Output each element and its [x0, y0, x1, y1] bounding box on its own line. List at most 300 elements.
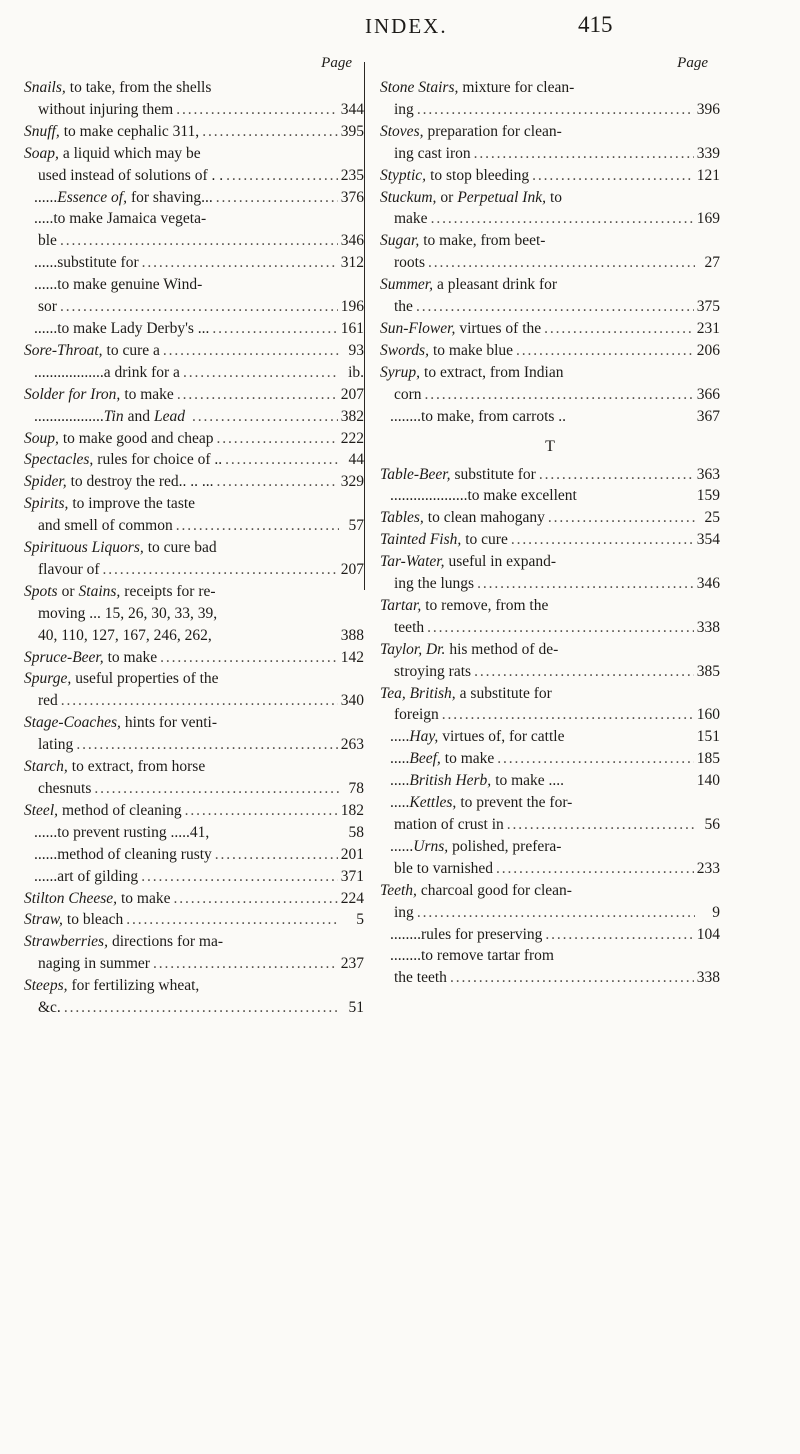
entry-text: for fertilizing wheat, [71, 977, 200, 995]
entry-text: to make, from carrots .. [421, 407, 567, 425]
entry-line [24, 997, 364, 1019]
entry-heading: Perpetual Ink, [457, 188, 546, 206]
page-reference: 312 [340, 254, 364, 272]
entry-text: to make genuine Wind- [57, 276, 203, 294]
entry-text: virtues of, for cattle [442, 728, 565, 746]
page-reference: 382 [340, 407, 364, 425]
entry-line [380, 384, 720, 406]
entry-text: lating [38, 736, 74, 754]
entry-heading: Sugar, [380, 232, 420, 250]
entry-heading: Spirits, [24, 495, 69, 513]
index-entry [24, 844, 364, 866]
leader-dots [216, 187, 338, 209]
repeat-dots: ...... [34, 867, 58, 885]
entry-heading: Taylor, Dr. [380, 640, 446, 658]
entry-text: to make [444, 750, 495, 768]
index-entry [24, 143, 364, 187]
entry-text: a drink for a [103, 363, 180, 381]
entry-line [24, 208, 364, 230]
entry-heading: Spurge, [24, 670, 72, 688]
page-reference: 344 [340, 100, 364, 118]
leader-dots [417, 99, 694, 121]
leader-dots [428, 252, 695, 274]
leader-dots [511, 529, 694, 551]
index-entry [380, 924, 720, 946]
entry-text: or [440, 188, 454, 206]
entry-heading: Solder for Iron, [24, 385, 121, 403]
page-column-label: Page [677, 55, 708, 71]
entry-line [24, 406, 364, 428]
entry-heading: Tin [103, 407, 124, 425]
page-reference: 142 [340, 648, 364, 666]
entry-text: to make blue [432, 341, 514, 359]
entry-text: naging in summer [38, 955, 150, 973]
index-entry [24, 493, 364, 537]
entry-text: rules for choice of .. [97, 451, 223, 469]
page-reference: 263 [340, 736, 364, 754]
page-reference: 169 [696, 210, 720, 228]
page-reference: 196 [340, 298, 364, 316]
entry-text: to make excellent [467, 487, 577, 505]
leader-dots [163, 340, 339, 362]
entry-heading: Beef, [409, 750, 441, 768]
page-reference: ib. [348, 363, 364, 381]
entry-line [24, 121, 364, 143]
entry-line [380, 661, 720, 683]
entry-line [380, 121, 720, 143]
entry-text: method of cleaning rusty [57, 845, 212, 863]
entry-text: art of gilding [57, 867, 139, 885]
index-entry [380, 230, 720, 274]
entry-line [24, 690, 364, 712]
entry-text: polished, prefera- [452, 837, 562, 855]
leader-dots [142, 252, 338, 274]
leader-dots [442, 704, 694, 726]
page-reference: 207 [340, 560, 364, 578]
entry-heading: Table-Beer, [380, 465, 451, 483]
entry-line [380, 296, 720, 318]
entry-heading: Tartar, [380, 596, 422, 614]
index-entry [380, 748, 720, 770]
page-reference: 385 [696, 662, 720, 680]
index-entry [24, 800, 364, 822]
page-reference: 93 [348, 341, 364, 359]
entry-text: to remove, from the [425, 596, 549, 614]
entry-heading: Lead [153, 407, 185, 425]
entry-text: to make .... [495, 772, 565, 790]
entry-heading: Starch, [24, 758, 68, 776]
index-entry [24, 274, 364, 318]
leader-dots [215, 844, 338, 866]
leader-dots [61, 690, 338, 712]
entry-text: a pleasant drink for [436, 276, 558, 294]
entry-line [380, 99, 720, 121]
entry-heading: Urns, [413, 837, 449, 855]
index-entry [24, 428, 364, 450]
entry-line [24, 99, 364, 121]
index-entry [380, 770, 720, 792]
entry-line [24, 953, 364, 975]
index-entry [380, 836, 720, 880]
entry-line [380, 945, 720, 967]
entry-heading: Kettles, [409, 794, 457, 812]
repeat-dots: .................. [34, 407, 104, 425]
entry-line [24, 449, 364, 471]
index-entries-right [380, 77, 720, 989]
entry-text: mixture for clean- [462, 79, 575, 96]
page-reference: 9 [712, 903, 720, 921]
entry-line [24, 340, 364, 362]
entry-line [24, 362, 364, 384]
entry-text: to destroy the red.. .. ... [70, 473, 214, 491]
entry-heading: Stilton Cheese, [24, 889, 117, 907]
leader-dots [185, 800, 338, 822]
page-reference: 339 [696, 144, 720, 162]
entry-heading: Soup, [24, 429, 59, 447]
entry-heading: Strawberries, [24, 933, 108, 951]
entry-text: to prevent the for- [460, 794, 573, 812]
entry-text: to make [107, 648, 158, 666]
leader-dots [474, 143, 694, 165]
entry-line [380, 230, 720, 252]
entry-text: preparation for clean- [427, 122, 562, 140]
leader-dots [60, 230, 338, 252]
entry-text: used instead of solutions of . . [38, 166, 224, 184]
entry-line [380, 704, 720, 726]
entry-text: to remove tartar from [421, 947, 554, 965]
entry-text: substitute for [454, 465, 536, 483]
entry-line [380, 507, 720, 529]
index-column-left [24, 55, 364, 1019]
entry-text: virtues of the [459, 319, 542, 337]
entry-heading: Syrup, [380, 363, 421, 381]
leader-dots [450, 967, 694, 989]
leader-dots [64, 997, 339, 1019]
section-letter: T [545, 437, 555, 455]
index-entry [24, 187, 364, 209]
repeat-dots: ........ [390, 925, 421, 943]
entry-heading: Spots [24, 582, 58, 600]
repeat-dots: ..... [390, 728, 410, 746]
entry-text: sor [38, 298, 57, 316]
entry-heading: Tainted Fish, [380, 531, 462, 549]
entry-text: ing cast iron [394, 144, 471, 162]
entry-heading: British Herb, [409, 772, 492, 790]
page-reference: 57 [348, 517, 364, 535]
entry-line [380, 902, 720, 924]
entry-heading: Sore-Throat, [24, 341, 103, 359]
index-entry [380, 726, 720, 748]
index-entry [380, 274, 720, 318]
entry-line [24, 931, 364, 953]
page-reference: 27 [704, 254, 720, 272]
page-reference: 388 [340, 626, 364, 644]
repeat-dots: ........ [390, 947, 421, 965]
page-reference: 376 [340, 188, 364, 206]
entry-text: or [61, 582, 75, 600]
index-entry [24, 756, 364, 800]
leader-dots [160, 647, 338, 669]
index-entry [380, 318, 720, 340]
repeat-dots: ..... [34, 210, 54, 228]
entry-heading: Stuckum, [380, 188, 437, 206]
entry-heading: Spider, [24, 473, 67, 491]
entry-heading: Spirituous Liquors, [24, 539, 144, 557]
entry-line [380, 880, 720, 902]
index-entry [24, 909, 364, 931]
page-reference: 159 [696, 487, 720, 505]
index-entry [380, 792, 720, 836]
page-reference: 25 [704, 509, 720, 527]
page-reference: 231 [696, 319, 720, 337]
leader-dots [477, 573, 694, 595]
entry-text: to extract, from Indian [424, 363, 564, 381]
index-entry [24, 668, 364, 712]
entry-line [380, 406, 720, 428]
page-reference: 58 [348, 823, 364, 841]
index-entry [380, 683, 720, 727]
leader-dots [176, 515, 339, 537]
leader-dots [417, 902, 695, 924]
entry-line [380, 683, 720, 705]
entry-heading: Spectacles, [24, 451, 94, 469]
page-reference: 396 [696, 100, 720, 118]
repeat-dots: ...... [34, 319, 58, 337]
entry-line [380, 274, 720, 296]
entry-line [380, 573, 720, 595]
page-reference: 201 [340, 845, 364, 863]
entry-line [380, 208, 720, 230]
entry-heading: Hay, [409, 728, 439, 746]
repeat-dots: ...... [34, 823, 58, 841]
leader-dots [177, 384, 338, 406]
entry-line [380, 340, 720, 362]
entry-text: rules for preserving [421, 925, 543, 943]
entry-line [24, 734, 364, 756]
page-reference: 222 [340, 429, 364, 447]
entry-line [24, 296, 364, 318]
leader-dots [496, 858, 694, 880]
leader-dots [192, 406, 338, 428]
entry-line [24, 581, 364, 603]
entry-line [24, 800, 364, 822]
entry-line [380, 464, 720, 486]
entry-line [24, 428, 364, 450]
entry-line [24, 252, 364, 274]
page-reference: 371 [340, 867, 364, 885]
index-entry [24, 471, 364, 493]
index-entry [380, 880, 720, 924]
entry-heading: Sun-Flower, [380, 319, 456, 337]
entry-line [24, 866, 364, 888]
page-reference: 151 [696, 728, 720, 746]
entry-line [24, 318, 364, 340]
page-reference: 161 [340, 319, 364, 337]
entry-heading: Swords, [380, 341, 429, 359]
index-entry [380, 551, 720, 595]
entry-line [380, 770, 720, 792]
leader-dots [76, 734, 337, 756]
entry-text: to prevent rusting .....41, [57, 823, 210, 841]
leader-dots [153, 953, 338, 975]
index-entry [380, 639, 720, 683]
entry-line [24, 975, 364, 997]
entry-line [24, 230, 364, 252]
index-entry [24, 384, 364, 406]
entry-text: moving ... 15, 26, 30, 33, 39, [38, 604, 218, 622]
leader-dots [507, 814, 695, 836]
entry-line [380, 362, 720, 384]
entry-line [380, 967, 720, 989]
index-entry [380, 340, 720, 362]
entry-text: to improve the taste [72, 495, 196, 513]
entry-line [380, 924, 720, 946]
entry-text: receipts for re- [124, 582, 216, 600]
leader-dots [548, 507, 695, 529]
entry-heading: Tea, British, [380, 684, 456, 702]
entry-line [24, 187, 364, 209]
entry-text: the [394, 298, 413, 316]
entry-heading: Summer, [380, 276, 433, 294]
entry-text: to take, from the shells [69, 79, 212, 96]
index-entry [24, 866, 364, 888]
entry-line [24, 712, 364, 734]
index-entry [380, 595, 720, 639]
repeat-dots: ...... [34, 276, 58, 294]
repeat-dots: ...... [390, 837, 414, 855]
index-entry [24, 647, 364, 669]
entry-line [380, 318, 720, 340]
entry-heading: Steel, [24, 801, 58, 819]
index-entry [24, 449, 364, 471]
index-entry [380, 362, 720, 406]
page-reference: 5 [356, 911, 364, 929]
entry-heading: Spruce-Beer, [24, 648, 104, 666]
entry-text: ing [394, 100, 414, 118]
entry-text: for shaving... [130, 188, 213, 206]
page-reference: 363 [696, 465, 720, 483]
entry-heading: Stoves, [380, 122, 424, 140]
entry-heading: Styptic, [380, 166, 427, 184]
leader-dots [427, 617, 694, 639]
entry-text: to make Lady Derby's ... [57, 319, 210, 337]
entry-line [24, 143, 364, 165]
entry-line [24, 888, 364, 910]
entry-text: method of cleaning [62, 801, 182, 819]
leader-dots [103, 559, 338, 581]
entry-text: and [127, 407, 150, 425]
entry-line [380, 165, 720, 187]
index-entry [380, 121, 720, 165]
leader-dots [60, 296, 338, 318]
column-divider [364, 62, 365, 590]
page-reference: 207 [340, 385, 364, 403]
entry-text: mation of crust in [394, 816, 504, 833]
leader-dots [202, 121, 338, 143]
page-reference: 366 [696, 385, 720, 403]
entry-text: to clean mahogany [427, 509, 545, 527]
leader-dots [126, 909, 339, 931]
repeat-dots: ..... [390, 794, 410, 812]
entry-text: to bleach [66, 911, 124, 929]
entry-text: foreign [394, 706, 439, 724]
page-reference: 224 [340, 889, 364, 907]
entry-heading: Straw, [24, 911, 63, 929]
entry-heading: Stage-Coaches, [24, 714, 121, 732]
entry-heading: Soap, [24, 144, 59, 162]
leader-dots [174, 888, 338, 910]
entry-line [380, 814, 720, 836]
entry-line [24, 844, 364, 866]
index-entry [24, 252, 364, 274]
leader-dots [217, 428, 338, 450]
repeat-dots: .................... [390, 487, 468, 505]
entry-text: ble to varnished [394, 859, 494, 877]
entry-text: to make good and cheap [62, 429, 214, 447]
entry-line [24, 515, 364, 537]
page-reference: 51 [348, 999, 364, 1017]
entry-line [380, 726, 720, 748]
entry-text: to make cephalic 311, [63, 122, 200, 140]
index-entry [380, 464, 720, 486]
leader-dots [212, 318, 337, 340]
entry-text: hints for venti- [124, 714, 217, 732]
leader-dots [497, 748, 693, 770]
page-reference: 233 [696, 859, 720, 877]
page-reference: 346 [340, 232, 364, 250]
page-reference: 182 [340, 801, 364, 819]
index-entry [380, 406, 720, 428]
entry-line [24, 471, 364, 493]
leader-dots [431, 208, 694, 230]
entry-heading: Snails, [24, 79, 66, 96]
entry-heading: Essence of, [57, 188, 127, 206]
entry-line [24, 778, 364, 800]
page-reference: 338 [696, 618, 720, 636]
entry-text: to make, from beet- [423, 232, 546, 250]
index-entry [24, 406, 364, 428]
entry-line [380, 595, 720, 617]
repeat-dots: ........ [390, 407, 421, 425]
entry-text: to cure [465, 531, 508, 549]
entry-text: make [394, 210, 428, 228]
page-reference: 395 [340, 122, 364, 140]
entry-line [380, 639, 720, 661]
entry-line [380, 551, 720, 573]
leader-dots [141, 866, 338, 888]
page-reference: 354 [696, 531, 720, 549]
entry-text: a liquid which may be [62, 144, 201, 162]
entry-line [380, 617, 720, 639]
entry-line [24, 274, 364, 296]
entry-text: his method of de- [449, 640, 559, 658]
leader-dots [532, 165, 694, 187]
index-column-right [380, 55, 720, 989]
entry-text: useful in expand- [448, 553, 557, 571]
entry-text: to extract, from horse [71, 758, 206, 776]
page-reference: 121 [696, 166, 720, 184]
entry-text: to stop bleeding [430, 166, 530, 184]
page-reference: 367 [696, 407, 720, 425]
leader-dots [176, 99, 338, 121]
index-entry [24, 888, 364, 910]
page-reference: 340 [340, 692, 364, 710]
entry-text: ing [394, 903, 414, 921]
index-entry [24, 975, 364, 1019]
entry-text: &c. [38, 999, 61, 1017]
entry-text: roots [394, 254, 425, 272]
leader-dots [474, 661, 694, 683]
